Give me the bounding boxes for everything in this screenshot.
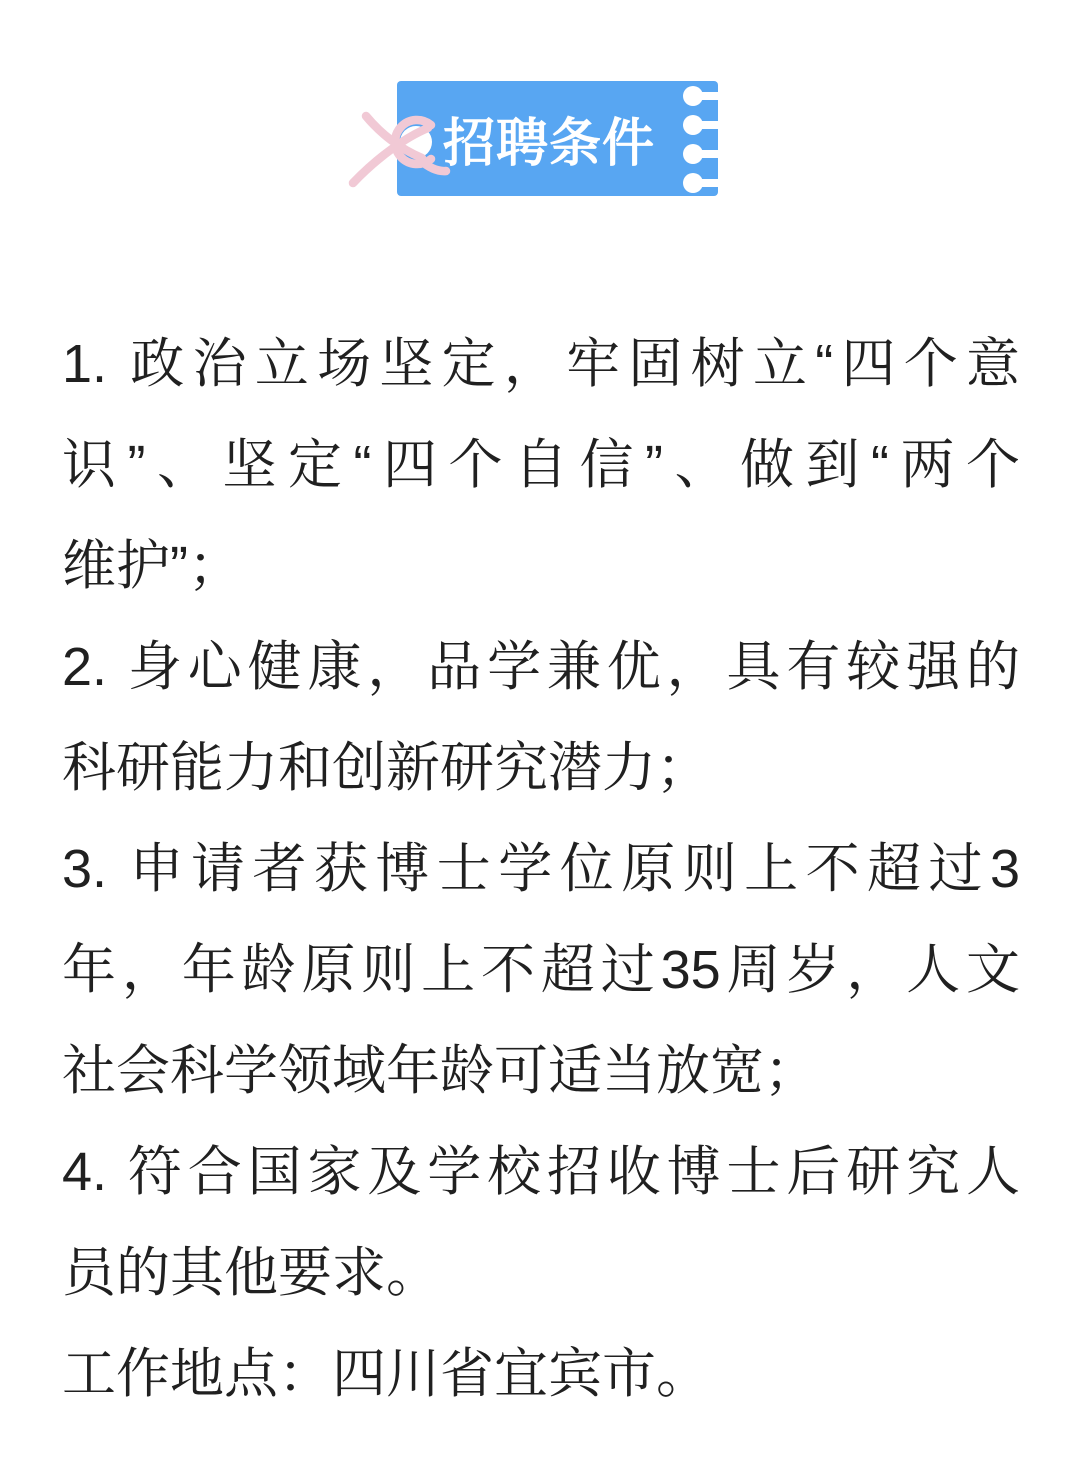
- text-line: 年，年龄原则上不超过35周岁，人文: [62, 940, 1020, 1000]
- ribbon-icon: [340, 85, 470, 205]
- binding-pin-icon: [683, 86, 718, 106]
- body-text: [62, 314, 1020, 1425]
- section-title: 招聘条件: [443, 115, 656, 173]
- binding-pin-icon: [683, 173, 718, 193]
- text-line: 社会科学领域年龄可适当放宽；: [62, 1041, 818, 1101]
- text-line: 员的其他要求。: [62, 1243, 440, 1303]
- text-line: 4. 符合国家及学校招收博士后研究人: [62, 1142, 1020, 1202]
- text-line: 3. 申请者获博士学位原则上不超过3: [62, 839, 1020, 899]
- binding-pin-icon: [683, 115, 718, 135]
- text-line: 维护”；: [62, 536, 242, 596]
- text-line: 识”、坚定“四个自信”、做到“两个: [62, 435, 1020, 495]
- text-line: 2. 身心健康，品学兼优，具有较强的: [62, 637, 1020, 697]
- text-line: 科研能力和创新研究潜力；: [62, 738, 710, 798]
- text-line: 工作地点：四川省宜宾市。: [62, 1344, 710, 1404]
- text-line: 1. 政治立场坚定，牢固树立“四个意: [62, 334, 1020, 394]
- binding-pin-icon: [683, 144, 718, 164]
